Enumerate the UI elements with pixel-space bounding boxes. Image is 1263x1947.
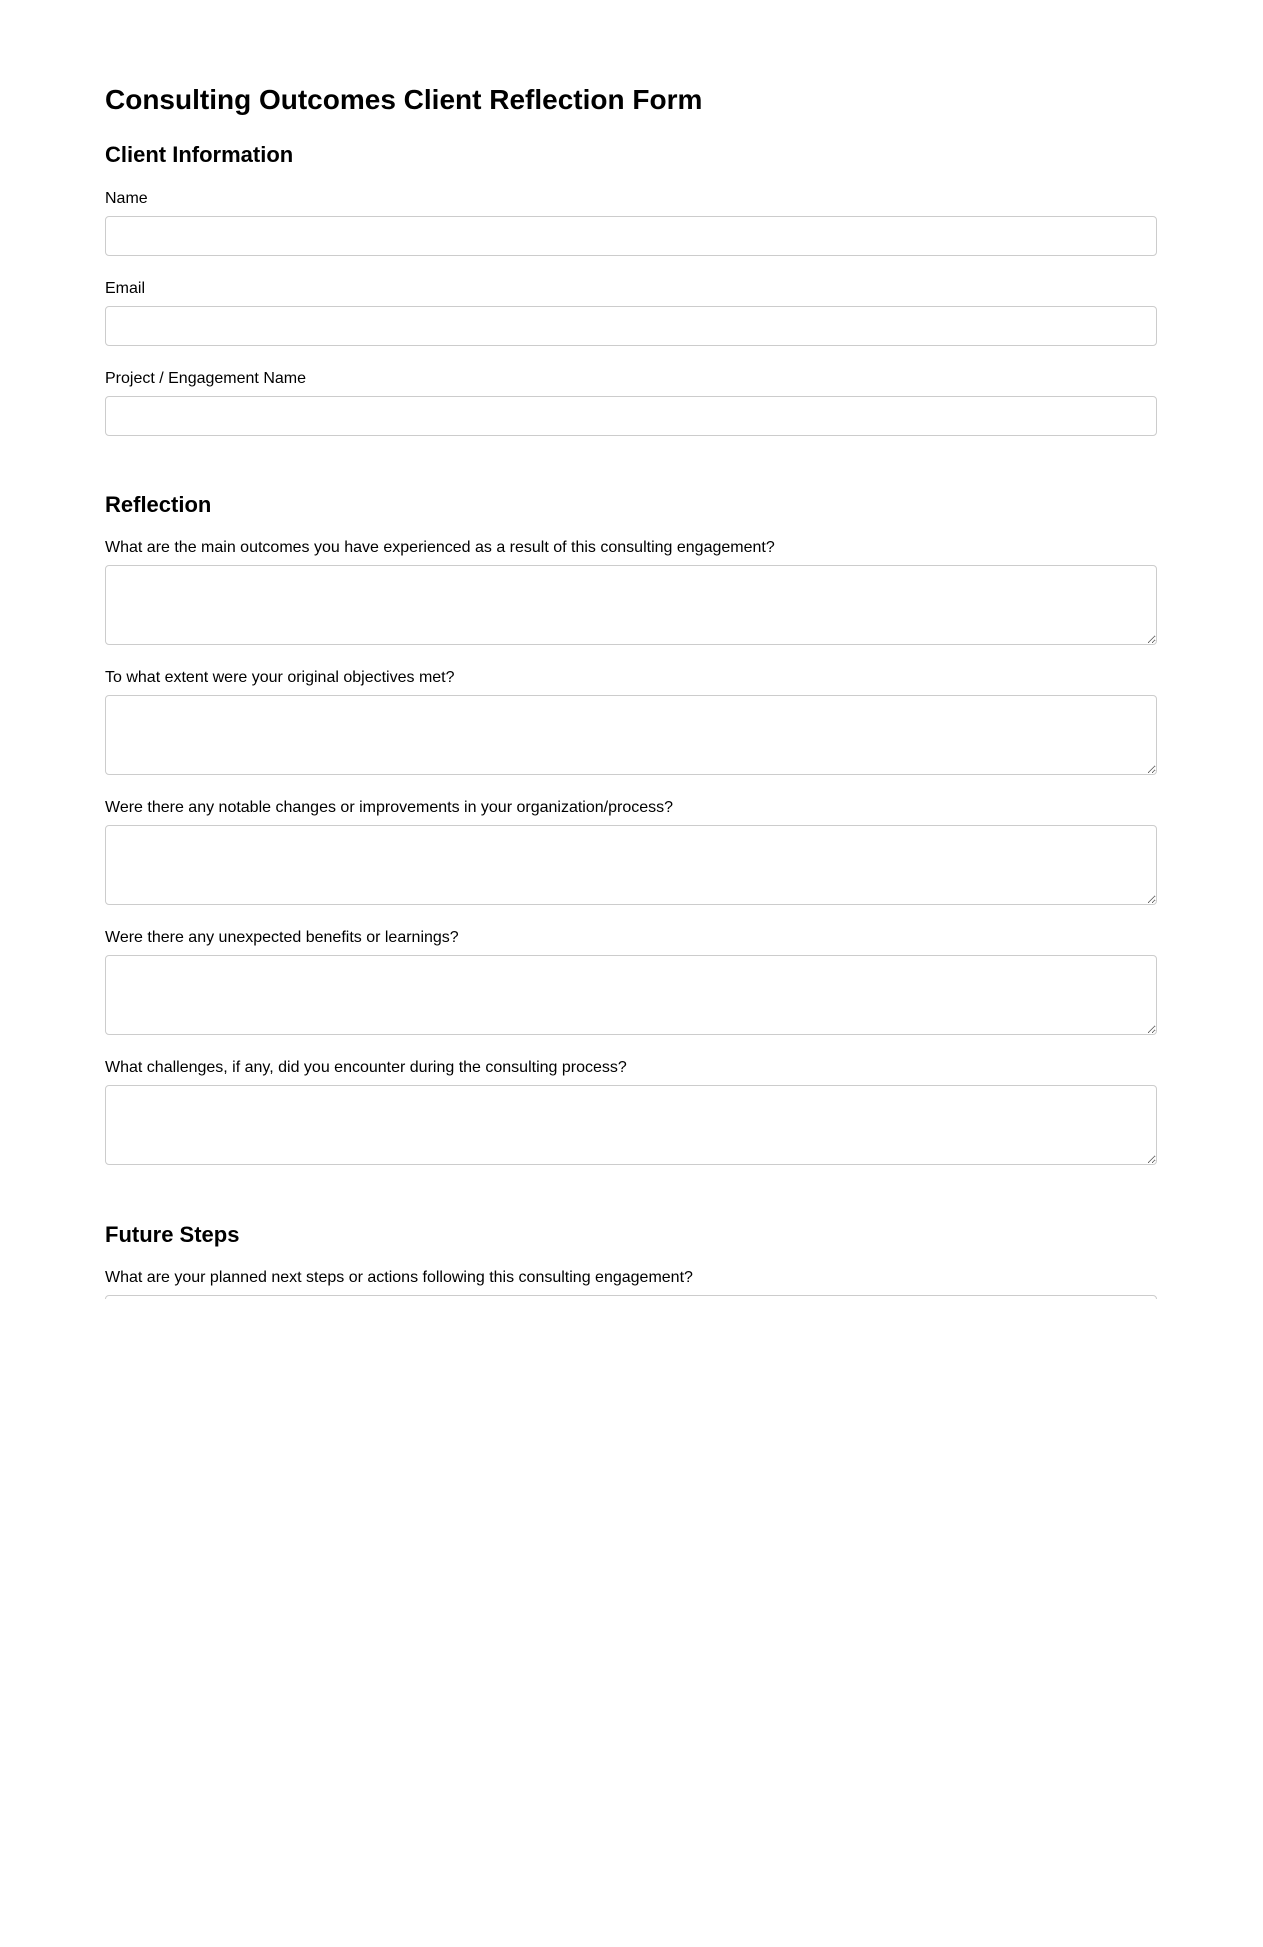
main-outcomes-textarea[interactable] [105, 565, 1157, 645]
email-label: Email [105, 280, 146, 297]
objectives-met-textarea[interactable] [105, 695, 1157, 775]
future-steps-heading: Future Steps [105, 1222, 240, 1247]
unexpected-benefits-label: Were there any unexpected benefits or learnings? [105, 929, 459, 946]
name-label: Name [105, 190, 148, 207]
form-container [105, 0, 1157, 1299]
next-steps-label: What are your planned next steps or actions following this consulting engagement? [105, 1269, 693, 1286]
reflection-form [105, 142, 1157, 1299]
notable-changes-field-group [105, 799, 1157, 905]
objectives-met-label: To what extent were your original objectives met? [105, 669, 455, 686]
name-input[interactable] [105, 216, 1157, 256]
reflection-heading: Reflection [105, 492, 212, 517]
unexpected-benefits-field-group [105, 929, 1157, 1035]
notable-changes-label: Were there any notable changes or improvements in your organization/process? [105, 799, 674, 816]
unexpected-benefits-textarea[interactable] [105, 955, 1157, 1035]
main-outcomes-field-group [105, 539, 1157, 645]
project-name-field-group [105, 370, 1157, 436]
objectives-met-field-group [105, 669, 1157, 775]
email-input[interactable] [105, 306, 1157, 346]
page-title: Consulting Outcomes Client Reflection Form [105, 84, 703, 115]
challenges-label: What challenges, if any, did you encounter during the consulting process? [105, 1059, 627, 1076]
main-outcomes-label: What are the main outcomes you have experienced as a result of this consulting engagement? [105, 539, 775, 556]
client-information-heading: Client Information [105, 142, 294, 167]
client-information-section [105, 142, 1157, 436]
next-steps-textarea[interactable] [105, 1295, 1157, 1299]
email-field-group [105, 280, 1157, 346]
next-steps-field-group [105, 1269, 1157, 1299]
project-name-label: Project / Engagement Name [105, 370, 306, 387]
future-steps-section [105, 1222, 1157, 1299]
challenges-textarea[interactable] [105, 1085, 1157, 1165]
notable-changes-textarea[interactable] [105, 825, 1157, 905]
name-field-group [105, 190, 1157, 256]
challenges-field-group [105, 1059, 1157, 1165]
project-name-input[interactable] [105, 396, 1157, 436]
reflection-section [105, 492, 1157, 1165]
